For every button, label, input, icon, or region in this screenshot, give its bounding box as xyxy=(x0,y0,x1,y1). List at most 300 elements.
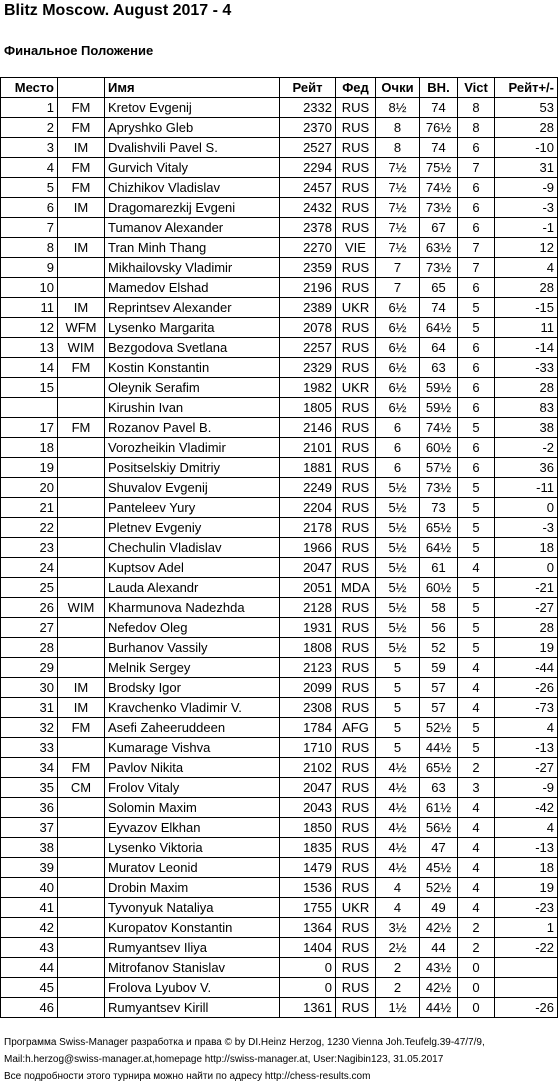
buchholz-cell: 57 xyxy=(420,678,458,698)
table-row xyxy=(1,118,558,138)
title-cell xyxy=(58,638,105,658)
rank-cell: 5 xyxy=(1,178,58,198)
header-victories: Vict xyxy=(458,78,495,98)
title-cell xyxy=(58,738,105,758)
rating-cell: 2249 xyxy=(280,478,336,498)
table-row xyxy=(1,618,558,638)
rating-change-cell: -42 xyxy=(495,798,558,818)
victories-cell: 5 xyxy=(458,598,495,618)
federation-cell: RUS xyxy=(336,698,376,718)
footer-line-results-link: Все подробности этого турнира можно найти по адресу http://chess-results.com xyxy=(4,1071,371,1082)
name-cell: Lysenko Viktoria xyxy=(105,838,280,858)
name-cell: Vorozheikin Vladimir xyxy=(105,438,280,458)
name-cell: Shuvalov Evgenij xyxy=(105,478,280,498)
title-cell xyxy=(58,538,105,558)
title-cell: WIM xyxy=(58,338,105,358)
buchholz-cell: 73 xyxy=(420,498,458,518)
federation-cell: RUS xyxy=(336,338,376,358)
rating-change-cell: 38 xyxy=(495,418,558,438)
title-cell: IM xyxy=(58,138,105,158)
rating-cell: 1931 xyxy=(280,618,336,638)
rating-cell: 1850 xyxy=(280,818,336,838)
victories-cell: 5 xyxy=(458,478,495,498)
federation-cell: RUS xyxy=(336,278,376,298)
victories-cell: 3 xyxy=(458,778,495,798)
buchholz-cell: 52 xyxy=(420,638,458,658)
federation-cell: UKR xyxy=(336,298,376,318)
table-row xyxy=(1,238,558,258)
rating-cell: 2078 xyxy=(280,318,336,338)
federation-cell: RUS xyxy=(336,618,376,638)
points-cell: 7½ xyxy=(376,218,420,238)
points-cell: 5½ xyxy=(376,598,420,618)
rating-change-cell: 19 xyxy=(495,878,558,898)
points-cell: 8½ xyxy=(376,98,420,118)
title-cell xyxy=(58,838,105,858)
title-cell: FM xyxy=(58,158,105,178)
points-cell: 5 xyxy=(376,718,420,738)
rating-change-cell: -9 xyxy=(495,778,558,798)
rating-change-cell: 28 xyxy=(495,618,558,638)
buchholz-cell: 59½ xyxy=(420,378,458,398)
name-cell: Tran Minh Thang xyxy=(105,238,280,258)
title-cell: WFM xyxy=(58,318,105,338)
rating-change-cell: -27 xyxy=(495,758,558,778)
federation-cell: RUS xyxy=(336,838,376,858)
title-cell xyxy=(58,498,105,518)
federation-cell: RUS xyxy=(336,218,376,238)
points-cell: 4½ xyxy=(376,798,420,818)
points-cell: 6½ xyxy=(376,378,420,398)
victories-cell: 8 xyxy=(458,118,495,138)
rank-cell: 3 xyxy=(1,138,58,158)
name-cell: Melnik Sergey xyxy=(105,658,280,678)
rank-cell: 25 xyxy=(1,578,58,598)
buchholz-cell: 64 xyxy=(420,338,458,358)
rank-cell: 32 xyxy=(1,718,58,738)
points-cell: 6½ xyxy=(376,338,420,358)
points-cell: 5½ xyxy=(376,618,420,638)
points-cell: 7½ xyxy=(376,178,420,198)
federation-cell: RUS xyxy=(336,158,376,178)
rating-change-cell: 18 xyxy=(495,858,558,878)
rating-cell: 2432 xyxy=(280,198,336,218)
federation-cell: VIE xyxy=(336,238,376,258)
table-row xyxy=(1,798,558,818)
name-cell: Drobin Maxim xyxy=(105,878,280,898)
rating-change-cell: -27 xyxy=(495,598,558,618)
rating-cell: 1982 xyxy=(280,378,336,398)
points-cell: 7½ xyxy=(376,238,420,258)
rank-cell: 9 xyxy=(1,258,58,278)
header-rating: Рейт xyxy=(280,78,336,98)
buchholz-cell: 47 xyxy=(420,838,458,858)
table-row xyxy=(1,258,558,278)
rank-cell: 29 xyxy=(1,658,58,678)
buchholz-cell: 57½ xyxy=(420,458,458,478)
footer-line-copyright: Программа Swiss-Manager разработка и права © by DI.Heinz Herzog, 1230 Vienna Joh.Teufelg.39-47/7/9, xyxy=(4,1037,485,1048)
header-federation: Фед xyxy=(336,78,376,98)
points-cell: 6 xyxy=(376,438,420,458)
federation-cell: RUS xyxy=(336,998,376,1018)
victories-cell: 5 xyxy=(458,298,495,318)
table-row xyxy=(1,178,558,198)
victories-cell: 4 xyxy=(458,858,495,878)
title-cell xyxy=(58,618,105,638)
victories-cell: 4 xyxy=(458,838,495,858)
victories-cell: 4 xyxy=(458,558,495,578)
rating-change-cell: -3 xyxy=(495,198,558,218)
points-cell: 8 xyxy=(376,138,420,158)
rank-cell: 21 xyxy=(1,498,58,518)
points-cell: 6½ xyxy=(376,318,420,338)
victories-cell: 6 xyxy=(458,138,495,158)
victories-cell: 2 xyxy=(458,938,495,958)
points-cell: 5 xyxy=(376,698,420,718)
rating-cell: 2270 xyxy=(280,238,336,258)
table-row xyxy=(1,318,558,338)
table-row xyxy=(1,138,558,158)
name-cell: Gurvich Vitaly xyxy=(105,158,280,178)
title-cell xyxy=(58,438,105,458)
victories-cell: 5 xyxy=(458,638,495,658)
federation-cell: RUS xyxy=(336,798,376,818)
rank-cell: 23 xyxy=(1,538,58,558)
rank-cell: 13 xyxy=(1,338,58,358)
points-cell: 5½ xyxy=(376,498,420,518)
rating-change-cell xyxy=(495,958,558,978)
rating-change-cell: -15 xyxy=(495,298,558,318)
buchholz-cell: 64½ xyxy=(420,318,458,338)
rank-cell: 36 xyxy=(1,798,58,818)
points-cell: 5½ xyxy=(376,538,420,558)
name-cell: Kharmunova Nadezhda xyxy=(105,598,280,618)
buchholz-cell: 73½ xyxy=(420,258,458,278)
table-row xyxy=(1,518,558,538)
rating-change-cell: -21 xyxy=(495,578,558,598)
name-cell: Frolov Vitaly xyxy=(105,778,280,798)
name-cell: Dvalishvili Pavel S. xyxy=(105,138,280,158)
title-cell: CM xyxy=(58,778,105,798)
rating-change-cell: 0 xyxy=(495,558,558,578)
federation-cell: RUS xyxy=(336,778,376,798)
buchholz-cell: 74½ xyxy=(420,418,458,438)
rating-cell: 2047 xyxy=(280,778,336,798)
table-row xyxy=(1,818,558,838)
victories-cell: 5 xyxy=(458,618,495,638)
rating-cell: 1536 xyxy=(280,878,336,898)
name-cell: Nefedov Oleg xyxy=(105,618,280,638)
table-row xyxy=(1,558,558,578)
table-row xyxy=(1,218,558,238)
victories-cell: 7 xyxy=(458,158,495,178)
table-row xyxy=(1,858,558,878)
victories-cell: 7 xyxy=(458,258,495,278)
rating-change-cell: 36 xyxy=(495,458,558,478)
table-row xyxy=(1,938,558,958)
federation-cell: RUS xyxy=(336,918,376,938)
points-cell: 4½ xyxy=(376,778,420,798)
table-row xyxy=(1,598,558,618)
federation-cell: UKR xyxy=(336,898,376,918)
victories-cell: 5 xyxy=(458,418,495,438)
rank-cell: 33 xyxy=(1,738,58,758)
buchholz-cell: 65 xyxy=(420,278,458,298)
victories-cell: 6 xyxy=(458,358,495,378)
victories-cell: 6 xyxy=(458,458,495,478)
rating-change-cell: 28 xyxy=(495,118,558,138)
points-cell: 8 xyxy=(376,118,420,138)
title-cell xyxy=(58,998,105,1018)
federation-cell: RUS xyxy=(336,638,376,658)
federation-cell: RUS xyxy=(336,558,376,578)
victories-cell: 6 xyxy=(458,198,495,218)
rank-cell: 22 xyxy=(1,518,58,538)
rating-change-cell: 0 xyxy=(495,498,558,518)
table-row xyxy=(1,678,558,698)
points-cell: 5 xyxy=(376,738,420,758)
rating-change-cell: -13 xyxy=(495,738,558,758)
rating-change-cell: -23 xyxy=(495,898,558,918)
rank-cell: 8 xyxy=(1,238,58,258)
federation-cell: RUS xyxy=(336,678,376,698)
buchholz-cell: 43½ xyxy=(420,958,458,978)
federation-cell: RUS xyxy=(336,478,376,498)
name-cell: Bezgodova Svetlana xyxy=(105,338,280,358)
federation-cell: RUS xyxy=(336,398,376,418)
name-cell: Dragomarezkij Evgeni xyxy=(105,198,280,218)
federation-cell: RUS xyxy=(336,358,376,378)
rating-cell: 2043 xyxy=(280,798,336,818)
victories-cell: 4 xyxy=(458,798,495,818)
rating-cell: 2308 xyxy=(280,698,336,718)
table-row xyxy=(1,878,558,898)
table-row xyxy=(1,958,558,978)
points-cell: 5 xyxy=(376,678,420,698)
federation-cell: RUS xyxy=(336,118,376,138)
rank-cell: 10 xyxy=(1,278,58,298)
rank-cell: 1 xyxy=(1,98,58,118)
federation-cell: RUS xyxy=(336,878,376,898)
name-cell: Chizhikov Vladislav xyxy=(105,178,280,198)
buchholz-cell: 61 xyxy=(420,558,458,578)
header-name: Имя xyxy=(105,78,280,98)
name-cell: Kuptsov Adel xyxy=(105,558,280,578)
rank-cell: 34 xyxy=(1,758,58,778)
rating-change-cell xyxy=(495,978,558,998)
points-cell: 5½ xyxy=(376,578,420,598)
buchholz-cell: 44½ xyxy=(420,738,458,758)
rating-change-cell: 11 xyxy=(495,318,558,338)
buchholz-cell: 52½ xyxy=(420,718,458,738)
rating-cell: 2123 xyxy=(280,658,336,678)
rank-cell: 40 xyxy=(1,878,58,898)
federation-cell: RUS xyxy=(336,758,376,778)
rating-cell: 1835 xyxy=(280,838,336,858)
name-cell: Kostin Konstantin xyxy=(105,358,280,378)
victories-cell: 4 xyxy=(458,698,495,718)
name-cell: Oleynik Serafim xyxy=(105,378,280,398)
federation-cell: RUS xyxy=(336,938,376,958)
rank-cell: 31 xyxy=(1,698,58,718)
federation-cell: RUS xyxy=(336,98,376,118)
table-row xyxy=(1,718,558,738)
header-title xyxy=(58,78,105,98)
name-cell: Chechulin Vladislav xyxy=(105,538,280,558)
title-cell xyxy=(58,398,105,418)
federation-cell: MDA xyxy=(336,578,376,598)
buchholz-cell: 73½ xyxy=(420,198,458,218)
rank-cell: 14 xyxy=(1,358,58,378)
federation-cell: RUS xyxy=(336,858,376,878)
title-cell xyxy=(58,478,105,498)
title-cell xyxy=(58,818,105,838)
table-row xyxy=(1,478,558,498)
rating-cell: 1479 xyxy=(280,858,336,878)
name-cell: Rumyantsev Kirill xyxy=(105,998,280,1018)
rating-change-cell: -3 xyxy=(495,518,558,538)
victories-cell: 0 xyxy=(458,958,495,978)
buchholz-cell: 56 xyxy=(420,618,458,638)
rating-cell: 1361 xyxy=(280,998,336,1018)
name-cell: Panteleev Yury xyxy=(105,498,280,518)
title-cell xyxy=(58,978,105,998)
header-rating-change: Рейт+/- xyxy=(495,78,558,98)
rating-cell: 1364 xyxy=(280,918,336,938)
federation-cell: RUS xyxy=(336,538,376,558)
victories-cell: 7 xyxy=(458,238,495,258)
victories-cell: 0 xyxy=(458,978,495,998)
buchholz-cell: 74 xyxy=(420,298,458,318)
title-cell xyxy=(58,558,105,578)
name-cell: Mikhailovsky Vladimir xyxy=(105,258,280,278)
rank-cell: 27 xyxy=(1,618,58,638)
table-row xyxy=(1,538,558,558)
table-row xyxy=(1,898,558,918)
buchholz-cell: 45½ xyxy=(420,858,458,878)
name-cell: Muratov Leonid xyxy=(105,858,280,878)
rating-cell: 2099 xyxy=(280,678,336,698)
buchholz-cell: 73½ xyxy=(420,478,458,498)
header-points: Очки xyxy=(376,78,420,98)
rank-cell: 41 xyxy=(1,898,58,918)
victories-cell: 6 xyxy=(458,178,495,198)
rating-cell: 2196 xyxy=(280,278,336,298)
table-row xyxy=(1,698,558,718)
victories-cell: 6 xyxy=(458,438,495,458)
name-cell: Rozanov Pavel B. xyxy=(105,418,280,438)
footer-line-contact: Mail:h.herzog@swiss-manager.at,homepage http://swiss-manager.at, User:Nagibin123, 31.05.2017 xyxy=(4,1054,444,1065)
points-cell: 4 xyxy=(376,878,420,898)
victories-cell: 8 xyxy=(458,98,495,118)
table-row xyxy=(1,358,558,378)
federation-cell: UKR xyxy=(336,378,376,398)
rank-cell: 43 xyxy=(1,938,58,958)
federation-cell: RUS xyxy=(336,418,376,438)
name-cell: Tumanov Alexander xyxy=(105,218,280,238)
rating-cell: 2389 xyxy=(280,298,336,318)
rating-cell: 1755 xyxy=(280,898,336,918)
name-cell: Mitrofanov Stanislav xyxy=(105,958,280,978)
buchholz-cell: 44½ xyxy=(420,998,458,1018)
table-row xyxy=(1,998,558,1018)
table-row xyxy=(1,758,558,778)
buchholz-cell: 56½ xyxy=(420,818,458,838)
federation-cell: RUS xyxy=(336,818,376,838)
title-cell: IM xyxy=(58,698,105,718)
table-row xyxy=(1,298,558,318)
rating-cell: 2294 xyxy=(280,158,336,178)
name-cell: Burhanov Vassily xyxy=(105,638,280,658)
points-cell: 5½ xyxy=(376,558,420,578)
title-cell xyxy=(58,938,105,958)
rank-cell: 30 xyxy=(1,678,58,698)
victories-cell: 0 xyxy=(458,998,495,1018)
buchholz-cell: 63½ xyxy=(420,238,458,258)
rating-cell: 2204 xyxy=(280,498,336,518)
title-cell xyxy=(58,858,105,878)
points-cell: 1½ xyxy=(376,998,420,1018)
rank-cell: 15 xyxy=(1,378,58,398)
name-cell: Pavlov Nikita xyxy=(105,758,280,778)
buchholz-cell: 76½ xyxy=(420,118,458,138)
federation-cell: RUS xyxy=(336,518,376,538)
rating-cell: 2329 xyxy=(280,358,336,378)
victories-cell: 6 xyxy=(458,338,495,358)
victories-cell: 4 xyxy=(458,658,495,678)
rating-change-cell: 28 xyxy=(495,378,558,398)
title-cell: FM xyxy=(58,718,105,738)
page-title: Blitz Moscow. August 2017 - 4 xyxy=(4,2,232,19)
federation-cell: RUS xyxy=(336,178,376,198)
page-subtitle: Финальное Положение xyxy=(4,43,154,58)
victories-cell: 5 xyxy=(458,738,495,758)
victories-cell: 4 xyxy=(458,878,495,898)
buchholz-cell: 74 xyxy=(420,138,458,158)
rank-cell: 20 xyxy=(1,478,58,498)
header-rank: Место xyxy=(1,78,58,98)
table-row xyxy=(1,638,558,658)
table-row xyxy=(1,578,558,598)
title-cell xyxy=(58,898,105,918)
name-cell: Rumyantsev Iliya xyxy=(105,938,280,958)
buchholz-cell: 59 xyxy=(420,658,458,678)
rank-cell: 46 xyxy=(1,998,58,1018)
buchholz-cell: 75½ xyxy=(420,158,458,178)
table-row xyxy=(1,978,558,998)
title-cell xyxy=(58,798,105,818)
table-body xyxy=(1,98,558,1018)
buchholz-cell: 58 xyxy=(420,598,458,618)
points-cell: 2 xyxy=(376,978,420,998)
table-row xyxy=(1,338,558,358)
federation-cell: RUS xyxy=(336,958,376,978)
rating-change-cell: -73 xyxy=(495,698,558,718)
table-row xyxy=(1,918,558,938)
title-cell: IM xyxy=(58,298,105,318)
rating-cell: 0 xyxy=(280,978,336,998)
title-cell xyxy=(58,278,105,298)
rating-change-cell: 4 xyxy=(495,258,558,278)
buchholz-cell: 63 xyxy=(420,358,458,378)
victories-cell: 4 xyxy=(458,898,495,918)
buchholz-cell: 52½ xyxy=(420,878,458,898)
rank-cell: 39 xyxy=(1,858,58,878)
name-cell: Pletnev Evgeniy xyxy=(105,518,280,538)
points-cell: 4½ xyxy=(376,838,420,858)
rating-cell: 2378 xyxy=(280,218,336,238)
buchholz-cell: 60½ xyxy=(420,438,458,458)
